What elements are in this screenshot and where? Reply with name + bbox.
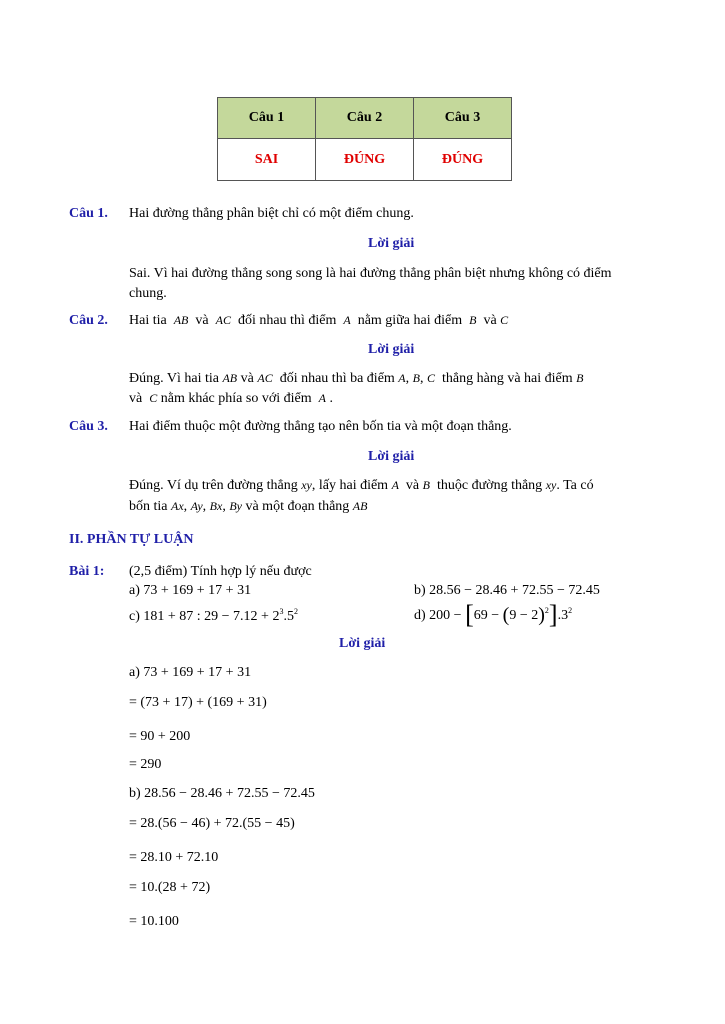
question-3-label: Câu 3. <box>69 419 108 434</box>
solution-heading: Lời giải <box>368 449 415 464</box>
solution-heading: Lời giải <box>368 236 415 251</box>
solution-a-line: = (73 + 17) + (169 + 31) <box>129 695 267 710</box>
question-2-label: Câu 2. <box>69 313 108 328</box>
exercise-1-b: b) 28.56 − 28.46 + 72.55 − 72.45 <box>414 583 600 598</box>
table-header-cell: Câu 2 <box>316 98 414 139</box>
question-2-solution-line-1: Đúng. Vì hai tia AB và AC đối nhau thì ba điểm A, B, C thẳng hàng và hai điểm B <box>129 371 584 386</box>
table-answer-cell: ĐÚNG <box>316 139 414 181</box>
question-3-solution-line-2: bốn tia Ax, Ay, Bx, By và một đoạn thẳng AB <box>129 499 368 514</box>
solution-b-line: = 28.10 + 72.10 <box>129 850 219 865</box>
solution-a-line: a) 73 + 169 + 17 + 31 <box>129 665 252 680</box>
question-3-solution-line-1: Đúng. Ví dụ trên đường thẳng xy, lấy hai điểm A và B thuộc đường thẳng xy. Ta có <box>129 478 594 493</box>
section-title: II. PHẦN TỰ LUẬN <box>69 532 194 547</box>
answer-table <box>217 97 512 181</box>
table-header-cell: Câu 1 <box>218 98 316 139</box>
question-1-label: Câu 1. <box>69 206 108 221</box>
exercise-1-label: Bài 1: <box>69 564 105 579</box>
question-2-solution-line-2: và C nằm khác phía so với điểm A . <box>129 391 333 406</box>
table-answer-cell: ĐÚNG <box>414 139 512 181</box>
question-1-text: Hai đường thẳng phân biệt chỉ có một điểm chung. <box>129 206 414 221</box>
solution-b-line: b) 28.56 − 28.46 + 72.55 − 72.45 <box>129 786 315 801</box>
solution-b-line: = 10.100 <box>129 914 179 929</box>
exercise-1-d: d) $200 - [69 - (9 - 2)^2].3^2$ <box>414 600 573 629</box>
solution-heading: Lời giải <box>368 342 415 357</box>
solution-b-line: = 28.(56 − 46) + 72.(55 − 45) <box>129 816 295 831</box>
exercise-1-intro: (2,5 điểm) Tính hợp lý nếu được <box>129 564 312 579</box>
solution-b-line: = 10.(28 + 72) <box>129 880 211 895</box>
question-1-solution: Sai. Vì hai đường thẳng song song là hai đường thẳng phân biệt nhưng không có điểm chung. <box>129 266 612 301</box>
question-2-text: Hai tia AB và AC đối nhau thì điểm A nằm giữa hai điểm B và C <box>129 313 509 328</box>
exercise-1-a: a) 73 + 169 + 17 + 31 <box>129 583 252 598</box>
question-3-text: Hai điểm thuộc một đường thẳng tạo nên bốn tia và một đoạn thẳng. <box>129 419 512 434</box>
table-answer-cell: SAI <box>218 139 316 181</box>
exercise-1-c: c) 181 + 87 : $29 - 7.12 + 2^3.5^2$ <box>129 607 298 624</box>
solution-a-line: = 90 + 200 <box>129 729 191 744</box>
table-header-cell: Câu 3 <box>414 98 512 139</box>
solution-a-line: = 290 <box>129 757 162 772</box>
solution-heading: Lời giải <box>339 636 386 651</box>
